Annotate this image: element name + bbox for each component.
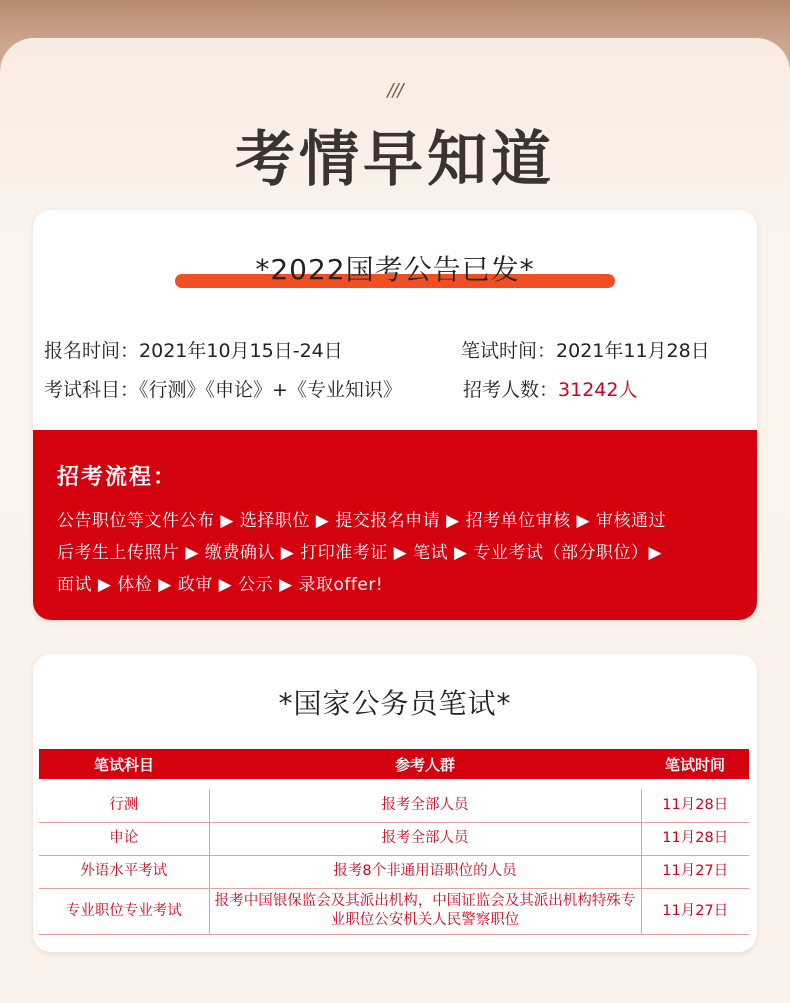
header-group: 参考人群 — [209, 749, 641, 779]
process-line-3: 面试 ▶ 体检 ▶ 政审 ▶ 公示 ▶ 录取offer! — [57, 575, 384, 595]
announcement-title: *2022国考公告已发* — [255, 253, 535, 286]
process-line-1: 公告职位等文件公布 ▶ 选择职位 ▶ 提交报名申请 ▶ 招考单位审核 ▶ 审核通过 — [57, 511, 667, 531]
recruit-count — [463, 375, 637, 402]
registration-time — [44, 336, 343, 363]
cell-subject: 外语水平考试 — [39, 855, 209, 888]
registration-time-value: 2021年10月15日-24日 — [139, 340, 343, 362]
cell-subject: 行测 — [39, 789, 209, 822]
recruitment-process — [33, 430, 757, 620]
header-date: 笔试时间 — [641, 749, 749, 779]
cell-subject: 申论 — [39, 822, 209, 855]
announcement-card — [33, 210, 757, 620]
page-title: 考情早知道 — [235, 125, 555, 195]
table-header-row — [39, 749, 749, 779]
table-row — [39, 855, 749, 888]
cell-group: 报考全部人员 — [209, 789, 641, 822]
written-exam-time — [461, 336, 710, 363]
exam-subjects-value: 《行测》《申论》+《专业知识》 — [139, 379, 402, 401]
cell-date: 11月28日 — [641, 789, 749, 822]
cell-group: 报考8个非通用语职位的人员 — [209, 855, 641, 888]
registration-time-label: 报名时间： — [44, 340, 140, 362]
table-row — [39, 888, 749, 934]
process-title: 招考流程： — [57, 465, 178, 490]
title-decoration: /// — [387, 80, 403, 101]
written-exam-time-value: 2021年11月28日 — [556, 340, 710, 362]
cell-date: 11月27日 — [641, 855, 749, 888]
exam-subjects — [44, 375, 402, 402]
header-subject: 笔试科目 — [39, 749, 209, 779]
cell-date: 11月27日 — [641, 888, 749, 934]
table-row — [39, 789, 749, 822]
exam-table — [39, 749, 749, 935]
cell-date: 11月28日 — [641, 822, 749, 855]
table-row — [39, 822, 749, 855]
exam-subjects-label: 考试科目： — [44, 379, 140, 401]
recruit-count-label: 招考人数： — [463, 379, 559, 401]
cell-subject: 专业职位专业考试 — [39, 888, 209, 934]
cell-group: 报考中国银保监会及其派出机构，中国证监会及其派出机构特殊专业职位公安机关人民警察职位 — [209, 888, 641, 934]
exam-table-title: *国家公务员笔试* — [278, 687, 512, 720]
written-exam-time-label: 笔试时间： — [461, 340, 557, 362]
written-exam-card — [33, 654, 757, 952]
process-line-2: 后考生上传照片 ▶ 缴费确认 ▶ 打印准考证 ▶ 笔试 ▶ 专业考试（部分职位）▶ — [57, 543, 663, 563]
recruit-count-value: 31242人 — [558, 379, 638, 401]
cell-group: 报考全部人员 — [209, 822, 641, 855]
